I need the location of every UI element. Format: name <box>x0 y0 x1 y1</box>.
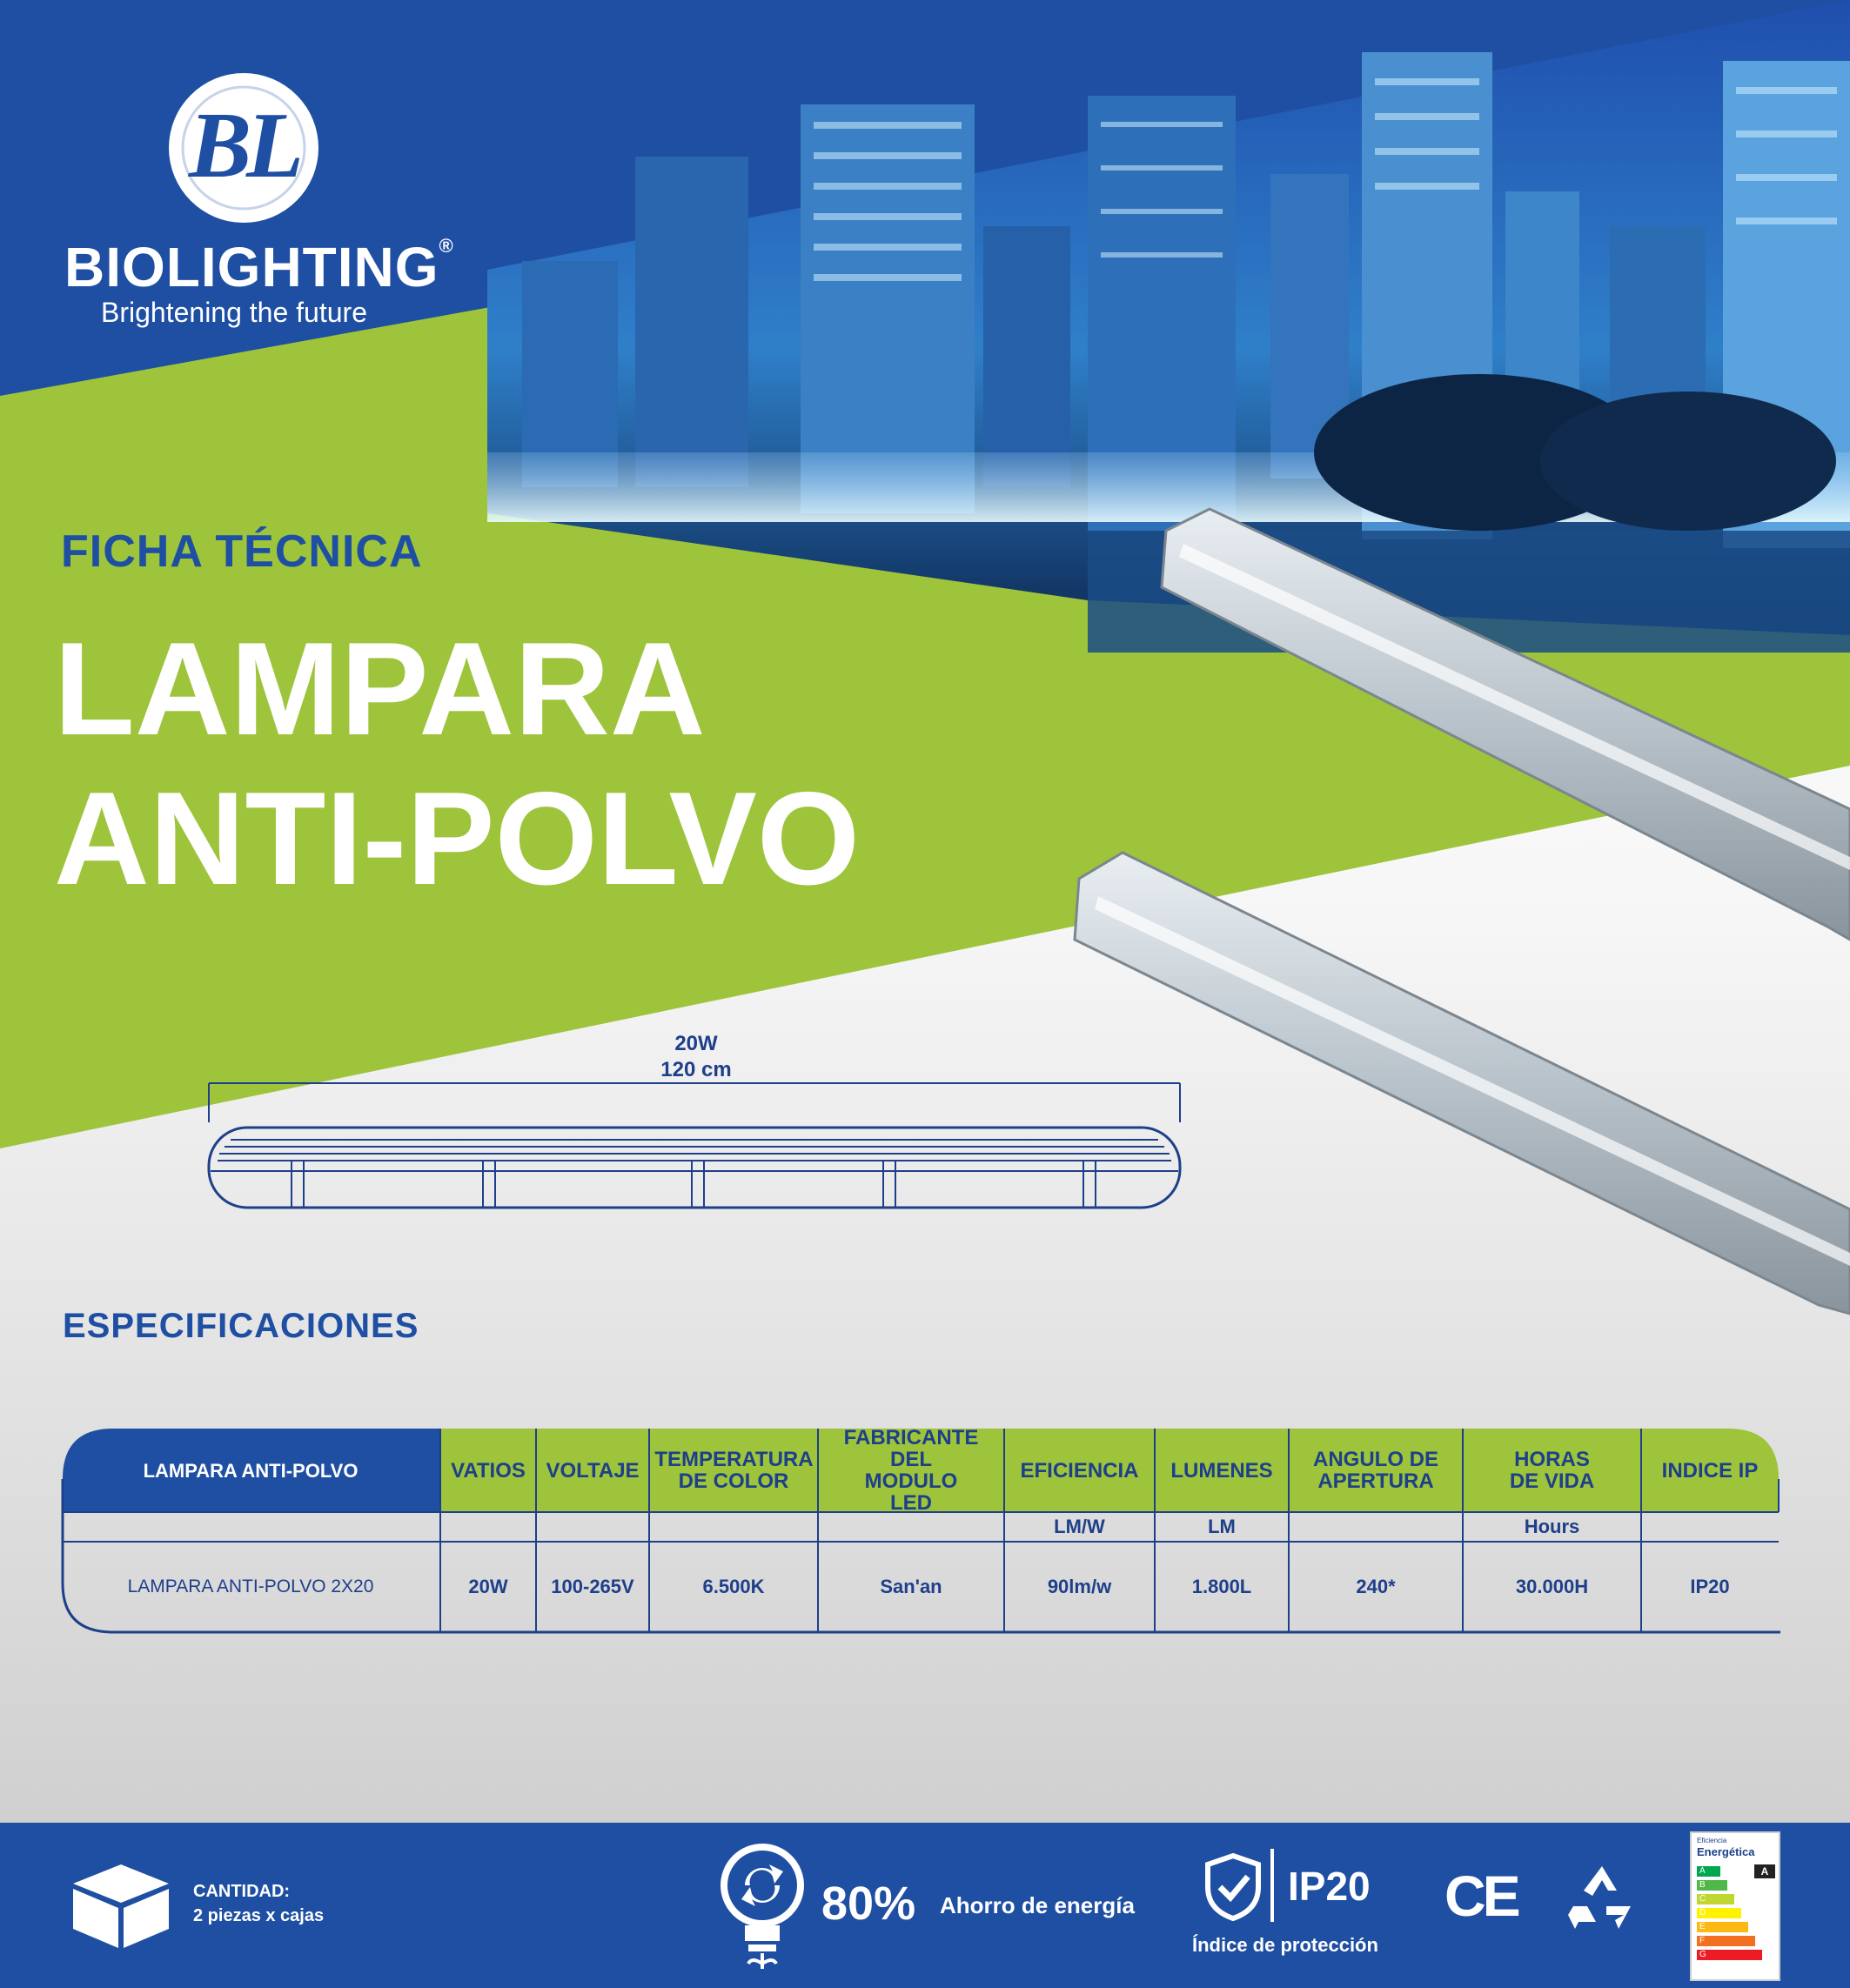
energy-class-b: B <box>1697 1880 1727 1891</box>
product-title-line-1: LAMPARA <box>54 615 706 763</box>
table-header-lumens: LUMENES <box>1170 1458 1273 1483</box>
table-cell-efficiency: 90lm/w <box>1047 1576 1112 1597</box>
diagram-length-label: 120 cm <box>660 1058 732 1081</box>
product-title-line-2: ANTI-POLVO <box>54 765 861 913</box>
energy-class-d: D <box>1697 1908 1741 1918</box>
ip-value: IP20 <box>1288 1864 1371 1909</box>
energy-class-c: C <box>1697 1894 1734 1904</box>
table-header-watts: VATIOS <box>451 1458 526 1483</box>
table-cell-ip: IP20 <box>1690 1576 1730 1597</box>
registered-mark: ® <box>439 235 454 257</box>
spec-heading: ESPECIFICACIONES <box>63 1307 419 1345</box>
table-unit-lumens: LM <box>1208 1516 1236 1537</box>
recycle-icon <box>1566 1861 1638 1931</box>
table-header-efficiency: EFICIENCIA <box>1020 1458 1139 1483</box>
table-header-lifetime: HORAS DE VIDA <box>1509 1448 1595 1493</box>
energy-class-f: F <box>1697 1936 1755 1946</box>
product-title <box>54 614 860 914</box>
energy-rating: A <box>1754 1864 1775 1878</box>
box-icon <box>64 1857 178 1953</box>
spec-table <box>61 1427 1780 1636</box>
shield-check-icon <box>1204 1852 1262 1922</box>
table-cell-led-maker: San'an <box>880 1576 942 1597</box>
ip-divider <box>1270 1849 1274 1922</box>
ce-mark-icon: CE <box>1444 1864 1518 1928</box>
logo-monogram: BL <box>188 94 298 197</box>
brand-name-text: BIOLIGHTING <box>64 236 439 298</box>
quantity-label: CANTIDAD: <box>193 1882 291 1901</box>
energy-label-icon <box>1690 1831 1780 1981</box>
table-header-color-temp: TEMPERATURA DE COLOR <box>654 1448 814 1493</box>
table-cell-lumens: 1.800L <box>1191 1576 1252 1597</box>
brand-name <box>64 235 454 299</box>
energy-class-g: G <box>1697 1950 1762 1960</box>
brand-logo <box>165 70 322 226</box>
brand-tagline: Brightening the future <box>101 297 367 328</box>
saving-percent: 80% <box>821 1878 916 1930</box>
saving-text: Ahorro de energía <box>940 1892 1135 1918</box>
table-cell-voltage: 100-265V <box>551 1576 634 1597</box>
table-unit-lifetime: Hours <box>1524 1516 1580 1537</box>
energy-label-title-1: Eficiencia <box>1697 1837 1727 1844</box>
table-header-ip: INDICE IP <box>1661 1458 1759 1483</box>
table-header-beam-angle: ANGULO DE APERTURA <box>1313 1448 1438 1493</box>
ip-caption: Índice de protección <box>1192 1934 1378 1956</box>
bulb-recycle-icon <box>719 1842 806 1972</box>
table-cell-product: LAMPARA ANTI-POLVO 2X20 <box>127 1576 374 1596</box>
table-header-product: LAMPARA ANTI-POLVO <box>143 1459 359 1482</box>
sheet-title: FICHA TÉCNICA <box>61 526 423 577</box>
energy-class-e: E <box>1697 1922 1748 1932</box>
quantity-value: 2 piezas x cajas <box>193 1906 325 1925</box>
table-cell-color-temp: 6.500K <box>702 1576 765 1597</box>
energy-label-title-2: Energética <box>1697 1845 1755 1858</box>
table-unit-efficiency: LM/W <box>1054 1516 1105 1537</box>
table-cell-watts: 20W <box>468 1576 508 1597</box>
table-cell-lifetime: 30.000H <box>1515 1576 1589 1597</box>
footer <box>0 1823 1850 1988</box>
table-header-voltage: VOLTAJE <box>546 1458 640 1483</box>
diagram-power-label: 20W <box>674 1032 718 1055</box>
energy-class-a: A <box>1697 1866 1720 1877</box>
table-cell-beam-angle: 240* <box>1356 1576 1396 1597</box>
table-header-led-maker: FABRICANTE DEL MODULO LED <box>843 1426 979 1515</box>
